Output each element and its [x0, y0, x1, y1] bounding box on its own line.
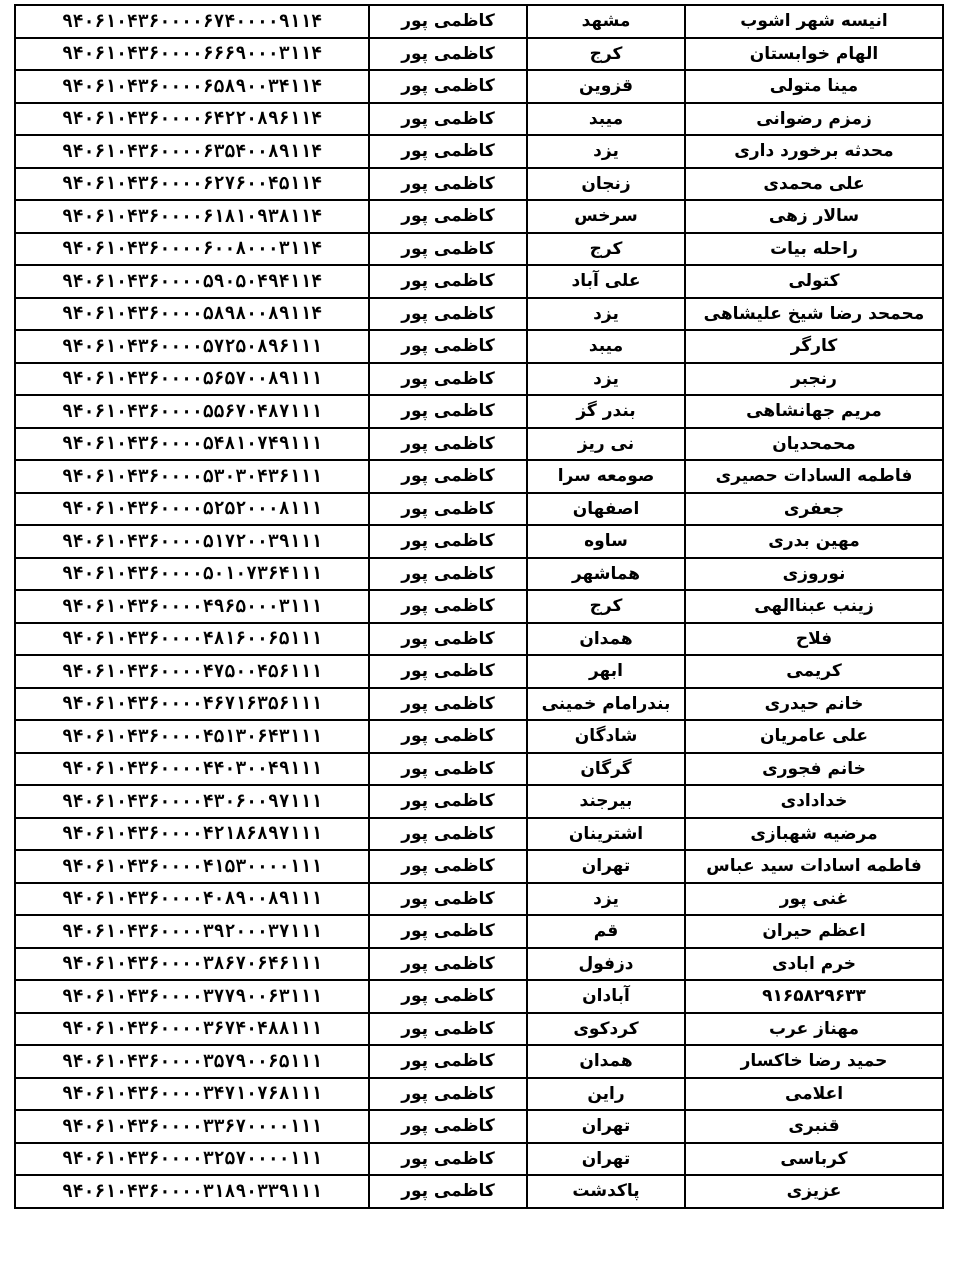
name-cell: خانم حیدری: [685, 688, 943, 721]
table-row: [15, 688, 943, 721]
family-cell: کاظمی پور: [369, 655, 527, 688]
name-cell: مینا متولی: [685, 70, 943, 103]
name-cell: عزیزی: [685, 1175, 943, 1208]
name-cell: علی عامریان: [685, 720, 943, 753]
code-cell: ۹۴۰۶۱۰۴۳۶۰۰۰۰۳۹۲۰۰۰۳۷۱۱۱: [15, 915, 369, 948]
city-cell: علی آباد: [527, 265, 685, 298]
city-cell: میبد: [527, 330, 685, 363]
city-cell: آبادان: [527, 980, 685, 1013]
family-cell: کاظمی پور: [369, 753, 527, 786]
code-cell: ۹۴۰۶۱۰۴۳۶۰۰۰۰۵۹۰۵۰۴۹۴۱۱۴: [15, 265, 369, 298]
table-row: [15, 525, 943, 558]
city-cell: یزد: [527, 135, 685, 168]
name-cell: الهام خوابستان: [685, 38, 943, 71]
table-row: [15, 883, 943, 916]
code-cell: ۹۴۰۶۱۰۴۳۶۰۰۰۰۶۷۴۰۰۰۰۹۱۱۴: [15, 5, 369, 38]
table-row: [15, 38, 943, 71]
table-row: [15, 623, 943, 656]
table-row: [15, 233, 943, 266]
name-cell: اعظم حیران: [685, 915, 943, 948]
city-cell: بندر گز: [527, 395, 685, 428]
city-cell: سرخس: [527, 200, 685, 233]
name-cell: راحله بیات: [685, 233, 943, 266]
code-cell: ۹۴۰۶۱۰۴۳۶۰۰۰۰۶۱۸۱۰۹۳۸۱۱۴: [15, 200, 369, 233]
city-cell: اشترینان: [527, 818, 685, 851]
name-cell: کارگر: [685, 330, 943, 363]
name-cell: حمید رضا خاکسار: [685, 1045, 943, 1078]
family-cell: کاظمی پور: [369, 590, 527, 623]
name-cell: رنجبر: [685, 363, 943, 396]
family-cell: کاظمی پور: [369, 363, 527, 396]
code-cell: ۹۴۰۶۱۰۴۳۶۰۰۰۰۵۴۸۱۰۷۴۹۱۱۱: [15, 428, 369, 461]
family-cell: کاظمی پور: [369, 850, 527, 883]
family-cell: کاظمی پور: [369, 460, 527, 493]
records-sheet: [14, 4, 942, 1209]
family-cell: کاظمی پور: [369, 818, 527, 851]
city-cell: نی ریز: [527, 428, 685, 461]
city-cell: کرج: [527, 590, 685, 623]
city-cell: گرگان: [527, 753, 685, 786]
table-row: [15, 70, 943, 103]
name-cell: فاطمه اسادات سید عباس: [685, 850, 943, 883]
family-cell: کاظمی پور: [369, 883, 527, 916]
city-cell: همدان: [527, 1045, 685, 1078]
name-cell: انیسه شهر اشوب: [685, 5, 943, 38]
city-cell: ابهر: [527, 655, 685, 688]
city-cell: راین: [527, 1078, 685, 1111]
code-cell: ۹۴۰۶۱۰۴۳۶۰۰۰۰۳۳۶۷۰۰۰۰۱۱۱: [15, 1110, 369, 1143]
table-row: [15, 265, 943, 298]
city-cell: یزد: [527, 298, 685, 331]
city-cell: شادگان: [527, 720, 685, 753]
table-row: [15, 1013, 943, 1046]
code-cell: ۹۴۰۶۱۰۴۳۶۰۰۰۰۶۴۲۲۰۸۹۶۱۱۴: [15, 103, 369, 136]
city-cell: بندرامام خمینی: [527, 688, 685, 721]
name-cell: کرباسی: [685, 1143, 943, 1176]
table-row: [15, 5, 943, 38]
table-row: [15, 915, 943, 948]
city-cell: همدان: [527, 623, 685, 656]
table-row: [15, 103, 943, 136]
family-cell: کاظمی پور: [369, 980, 527, 1013]
name-cell: مرضیه شهبازی: [685, 818, 943, 851]
family-cell: کاظمی پور: [369, 168, 527, 201]
code-cell: ۹۴۰۶۱۰۴۳۶۰۰۰۰۶۶۶۹۰۰۰۳۱۱۴: [15, 38, 369, 71]
family-cell: کاظمی پور: [369, 688, 527, 721]
name-cell: کریمی: [685, 655, 943, 688]
family-cell: کاظمی پور: [369, 1013, 527, 1046]
table-row: [15, 395, 943, 428]
family-cell: کاظمی پور: [369, 5, 527, 38]
code-cell: ۹۴۰۶۱۰۴۳۶۰۰۰۰۶۰۰۸۰۰۰۳۱۱۴: [15, 233, 369, 266]
name-cell: خدادادی: [685, 785, 943, 818]
city-cell: کرج: [527, 38, 685, 71]
name-cell: مهناز عرب: [685, 1013, 943, 1046]
city-cell: صومعه سرا: [527, 460, 685, 493]
name-cell: اعلامی: [685, 1078, 943, 1111]
table-row: [15, 363, 943, 396]
family-cell: کاظمی پور: [369, 785, 527, 818]
family-cell: کاظمی پور: [369, 623, 527, 656]
city-cell: زنجان: [527, 168, 685, 201]
name-cell: ۹۱۶۵۸۲۹۶۳۳: [685, 980, 943, 1013]
code-cell: ۹۴۰۶۱۰۴۳۶۰۰۰۰۵۳۰۳۰۴۳۶۱۱۱: [15, 460, 369, 493]
city-cell: ساوه: [527, 525, 685, 558]
city-cell: بیرجند: [527, 785, 685, 818]
table-row: [15, 168, 943, 201]
table-row: [15, 460, 943, 493]
table-row: [15, 753, 943, 786]
table-row: [15, 493, 943, 526]
code-cell: ۹۴۰۶۱۰۴۳۶۰۰۰۰۵۲۵۲۰۰۰۸۱۱۱: [15, 493, 369, 526]
table-row: [15, 135, 943, 168]
name-cell: محمحد رضا شیخ علیشاهی: [685, 298, 943, 331]
family-cell: کاظمی پور: [369, 200, 527, 233]
table-row: [15, 948, 943, 981]
table-row: [15, 720, 943, 753]
code-cell: ۹۴۰۶۱۰۴۳۶۰۰۰۰۶۳۵۴۰۰۸۹۱۱۴: [15, 135, 369, 168]
city-cell: پاکدشت: [527, 1175, 685, 1208]
code-cell: ۹۴۰۶۱۰۴۳۶۰۰۰۰۴۱۵۳۰۰۰۰۱۱۱: [15, 850, 369, 883]
family-cell: کاظمی پور: [369, 233, 527, 266]
code-cell: ۹۴۰۶۱۰۴۳۶۰۰۰۰۴۰۸۹۰۰۸۹۱۱۱: [15, 883, 369, 916]
city-cell: دزفول: [527, 948, 685, 981]
family-cell: کاظمی پور: [369, 428, 527, 461]
code-cell: ۹۴۰۶۱۰۴۳۶۰۰۰۰۴۹۶۵۰۰۰۳۱۱۱: [15, 590, 369, 623]
name-cell: زینب عبناالهی: [685, 590, 943, 623]
code-cell: ۹۴۰۶۱۰۴۳۶۰۰۰۰۴۲۱۸۶۸۹۷۱۱۱: [15, 818, 369, 851]
name-cell: جعفری: [685, 493, 943, 526]
name-cell: سالار زهی: [685, 200, 943, 233]
code-cell: ۹۴۰۶۱۰۴۳۶۰۰۰۰۵۶۵۷۰۰۸۹۱۱۱: [15, 363, 369, 396]
table-row: [15, 1110, 943, 1143]
table-row: [15, 850, 943, 883]
city-cell: کرج: [527, 233, 685, 266]
code-cell: ۹۴۰۶۱۰۴۳۶۰۰۰۰۵۱۷۲۰۰۳۹۱۱۱: [15, 525, 369, 558]
family-cell: کاظمی پور: [369, 1045, 527, 1078]
city-cell: تهران: [527, 1143, 685, 1176]
family-cell: کاظمی پور: [369, 70, 527, 103]
family-cell: کاظمی پور: [369, 558, 527, 591]
family-cell: کاظمی پور: [369, 265, 527, 298]
table-row: [15, 818, 943, 851]
name-cell: فلاح: [685, 623, 943, 656]
family-cell: کاظمی پور: [369, 948, 527, 981]
family-cell: کاظمی پور: [369, 1078, 527, 1111]
city-cell: یزد: [527, 883, 685, 916]
code-cell: ۹۴۰۶۱۰۴۳۶۰۰۰۰۴۶۷۱۶۳۵۶۱۱۱: [15, 688, 369, 721]
family-cell: کاظمی پور: [369, 38, 527, 71]
city-cell: تهران: [527, 850, 685, 883]
city-cell: مشهد: [527, 5, 685, 38]
code-cell: ۹۴۰۶۱۰۴۳۶۰۰۰۰۳۶۷۴۰۴۸۸۱۱۱: [15, 1013, 369, 1046]
name-cell: کتولی: [685, 265, 943, 298]
table-row: [15, 1078, 943, 1111]
table-row: [15, 785, 943, 818]
code-cell: ۹۴۰۶۱۰۴۳۶۰۰۰۰۵۸۹۸۰۰۸۹۱۱۴: [15, 298, 369, 331]
family-cell: کاظمی پور: [369, 135, 527, 168]
code-cell: ۹۴۰۶۱۰۴۳۶۰۰۰۰۴۷۵۰۰۴۵۶۱۱۱: [15, 655, 369, 688]
name-cell: مهین بدری: [685, 525, 943, 558]
code-cell: ۹۴۰۶۱۰۴۳۶۰۰۰۰۶۵۸۹۰۰۳۴۱۱۴: [15, 70, 369, 103]
name-cell: مریم جهانشاهی: [685, 395, 943, 428]
name-cell: قنبری: [685, 1110, 943, 1143]
city-cell: اصفهان: [527, 493, 685, 526]
city-cell: یزد: [527, 363, 685, 396]
records-table: [14, 4, 944, 1209]
table-row: [15, 558, 943, 591]
table-row: [15, 590, 943, 623]
city-cell: قم: [527, 915, 685, 948]
table-row: [15, 200, 943, 233]
table-row: [15, 298, 943, 331]
code-cell: ۹۴۰۶۱۰۴۳۶۰۰۰۰۳۲۵۷۰۰۰۰۱۱۱: [15, 1143, 369, 1176]
code-cell: ۹۴۰۶۱۰۴۳۶۰۰۰۰۴۸۱۶۰۰۶۵۱۱۱: [15, 623, 369, 656]
city-cell: هماشهر: [527, 558, 685, 591]
name-cell: علی محمدی: [685, 168, 943, 201]
name-cell: خانم فجوری: [685, 753, 943, 786]
family-cell: کاظمی پور: [369, 915, 527, 948]
family-cell: کاظمی پور: [369, 493, 527, 526]
name-cell: محدثه برخورد داری: [685, 135, 943, 168]
name-cell: زمزم رضوانی: [685, 103, 943, 136]
code-cell: ۹۴۰۶۱۰۴۳۶۰۰۰۰۵۷۲۵۰۸۹۶۱۱۱: [15, 330, 369, 363]
table-row: [15, 1143, 943, 1176]
records-table-body: [15, 5, 943, 1208]
code-cell: ۹۴۰۶۱۰۴۳۶۰۰۰۰۳۸۶۷۰۶۴۶۱۱۱: [15, 948, 369, 981]
code-cell: ۹۴۰۶۱۰۴۳۶۰۰۰۰۶۲۷۶۰۰۴۵۱۱۴: [15, 168, 369, 201]
family-cell: کاظمی پور: [369, 330, 527, 363]
name-cell: فاطمه السادات حصیری: [685, 460, 943, 493]
code-cell: ۹۴۰۶۱۰۴۳۶۰۰۰۰۵۵۶۷۰۴۸۷۱۱۱: [15, 395, 369, 428]
table-row: [15, 1045, 943, 1078]
table-row: [15, 1175, 943, 1208]
name-cell: محمحدیان: [685, 428, 943, 461]
city-cell: قزوین: [527, 70, 685, 103]
table-row: [15, 980, 943, 1013]
name-cell: نوروزی: [685, 558, 943, 591]
family-cell: کاظمی پور: [369, 525, 527, 558]
code-cell: ۹۴۰۶۱۰۴۳۶۰۰۰۰۴۵۱۳۰۶۴۳۱۱۱: [15, 720, 369, 753]
family-cell: کاظمی پور: [369, 395, 527, 428]
code-cell: ۹۴۰۶۱۰۴۳۶۰۰۰۰۴۳۰۶۰۰۹۷۱۱۱: [15, 785, 369, 818]
family-cell: کاظمی پور: [369, 1175, 527, 1208]
family-cell: کاظمی پور: [369, 1143, 527, 1176]
code-cell: ۹۴۰۶۱۰۴۳۶۰۰۰۰۵۰۱۰۷۳۶۴۱۱۱: [15, 558, 369, 591]
family-cell: کاظمی پور: [369, 103, 527, 136]
code-cell: ۹۴۰۶۱۰۴۳۶۰۰۰۰۳۵۷۹۰۰۶۵۱۱۱: [15, 1045, 369, 1078]
table-row: [15, 330, 943, 363]
city-cell: میبد: [527, 103, 685, 136]
code-cell: ۹۴۰۶۱۰۴۳۶۰۰۰۰۳۱۸۹۰۳۳۹۱۱۱: [15, 1175, 369, 1208]
table-row: [15, 428, 943, 461]
name-cell: خرم ابادی: [685, 948, 943, 981]
code-cell: ۹۴۰۶۱۰۴۳۶۰۰۰۰۳۴۷۱۰۷۶۸۱۱۱: [15, 1078, 369, 1111]
family-cell: کاظمی پور: [369, 720, 527, 753]
name-cell: غنی پور: [685, 883, 943, 916]
table-row: [15, 655, 943, 688]
code-cell: ۹۴۰۶۱۰۴۳۶۰۰۰۰۳۷۷۹۰۰۶۳۱۱۱: [15, 980, 369, 1013]
city-cell: تهران: [527, 1110, 685, 1143]
code-cell: ۹۴۰۶۱۰۴۳۶۰۰۰۰۴۴۰۳۰۰۴۹۱۱۱: [15, 753, 369, 786]
family-cell: کاظمی پور: [369, 298, 527, 331]
family-cell: کاظمی پور: [369, 1110, 527, 1143]
city-cell: کردکوی: [527, 1013, 685, 1046]
